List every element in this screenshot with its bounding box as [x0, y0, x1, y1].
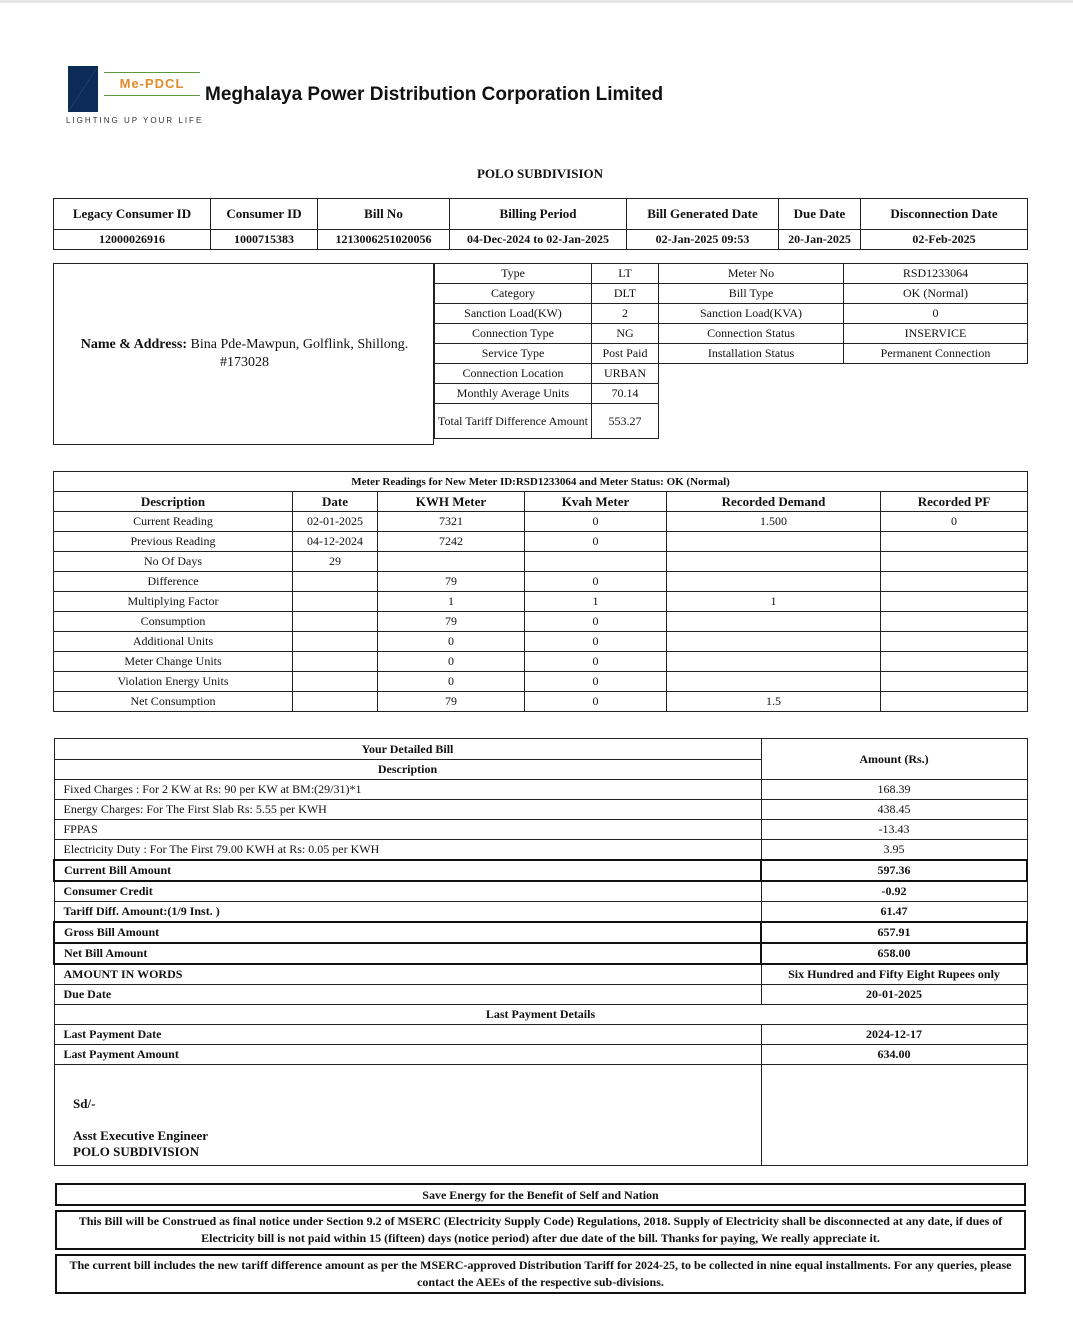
table-row: Electricity Duty : For The First 79.00 KWH at Rs: 0.05 per KWH 3.95 [54, 840, 1027, 861]
table-row: Meter No RSD1233064 [659, 264, 1028, 284]
address-line-2: #173028 [220, 355, 269, 370]
amount-header: Amount (Rs.) [761, 739, 1027, 780]
table-row: Sanction Load(KVA) 0 [659, 304, 1028, 324]
table-row: Additional Units 0 0 [54, 632, 1028, 652]
table-row: Sanction Load(KW) 2 [435, 304, 659, 324]
due-date: 20-Jan-2025 [779, 230, 861, 250]
bill-summary-table [53, 198, 1028, 250]
table-row: Category DLT [435, 284, 659, 304]
billing-period: 04-Dec-2024 to 02-Jan-2025 [450, 230, 627, 250]
last-payment-title: Last Payment Details [54, 1005, 1027, 1025]
signature-block [73, 1096, 208, 1160]
table-row: Connection Location URBAN [435, 364, 659, 384]
connection-details-table [434, 263, 659, 439]
top-border [0, 0, 1073, 3]
meter-readings-table: Meter Readings for New Meter ID:RSD1233064 and Meter Status: OK (Normal) Description Date KWH Meter Kvah Meter Recorded Demand Recorded PF Current Reading 02-01-2025 7321 0 1.500 0 Previous Reading 04-12-2024 7242 0 No Of Days 29 Difference 79 0 Multiplying Factor 1 1 1 Consumption 79 0 Additional Units 0 0 Meter Change Units 0 0 Violation Energy Units 0 0 Net Consumption 79 0 1.5 [53, 471, 1028, 712]
company-logo [66, 66, 206, 128]
meter-readings-caption: Meter Readings for New Meter ID:RSD1233064 and Meter Status: OK (Normal) [54, 472, 1028, 492]
meter-details-table [658, 263, 1028, 364]
last-payment-date-row: Last Payment Date 2024-12-17 [54, 1025, 1027, 1045]
table-row: Violation Energy Units 0 0 [54, 672, 1028, 692]
consumer-credit-row: Consumer Credit -0.92 [54, 881, 1027, 902]
table-row: FPPAS -13.43 [54, 820, 1027, 840]
table-row: Total Tariff Difference Amount 553.27 [435, 404, 659, 439]
disconnection-date: 02-Feb-2025 [861, 230, 1028, 250]
table-row: Installation Status Permanent Connection [659, 344, 1028, 364]
due-date-row: Due Date 20-01-2025 [54, 985, 1027, 1005]
header-disconnection-date: Disconnection Date [861, 199, 1028, 230]
net-bill-row: Net Bill Amount 658.00 [54, 943, 1027, 964]
header-legacy-consumer-id: Legacy Consumer ID [54, 199, 211, 230]
table-row: Connection Status INSERVICE [659, 324, 1028, 344]
subdivision-title: POLO SUBDIVISION [476, 166, 604, 181]
table-row: Previous Reading 04-12-2024 7242 0 [54, 532, 1028, 552]
gross-bill-row: Gross Bill Amount 657.91 [54, 922, 1027, 943]
legacy-consumer-id: 12000026916 [54, 230, 211, 250]
name-address-label: Name & Address: [80, 337, 187, 352]
logo-brand: Me-PDCL [104, 72, 200, 96]
footer-notice: This Bill will be Construed as final notice under Section 9.2 of MSERC (Electricity Supply Code) Regulations, 2018. Supply of Electricity shall be disconnected at any date, if dues of Electricity bill is not paid within 15 (fifteen) days (notice period) after due date of the bill. Thanks for paying, We really appreciate it. [55, 1210, 1026, 1250]
last-payment-amount-row: Last Payment Amount 634.00 [54, 1045, 1027, 1065]
signature-designation: Asst Executive Engineer [73, 1128, 209, 1143]
tariff-diff-row: Tariff Diff. Amount:(1/9 Inst. ) 61.47 [54, 902, 1027, 923]
signature-sd: Sd/- [73, 1096, 96, 1111]
consumer-id: 1000715383 [211, 230, 318, 250]
header-due-date: Due Date [779, 199, 861, 230]
signature-office: POLO SUBDIVISION [73, 1144, 200, 1159]
table-row: Fixed Charges : For 2 KW at Rs: 90 per KW at BM:(29/31)*1 168.39 [54, 780, 1027, 800]
amount-in-words-row: AMOUNT IN WORDS Six Hundred and Fifty Eight Rupees only [54, 964, 1027, 985]
address-line-1: Bina Pde-Mawpun, Golflink, Shillong. [190, 337, 409, 352]
table-row: Service Type Post Paid [435, 344, 659, 364]
consumer-address-block [53, 263, 434, 445]
footer-slogan: Save Energy for the Benefit of Self and Nation [55, 1183, 1026, 1206]
table-row: Consumption 79 0 [54, 612, 1028, 632]
table-row: Current Reading 02-01-2025 7321 0 1.500 0 [54, 512, 1028, 532]
bill-no: 1213006251020056 [318, 230, 450, 250]
header-consumer-id: Consumer ID [211, 199, 318, 230]
table-row: Monthly Average Units 70.14 [435, 384, 659, 404]
table-row: Multiplying Factor 1 1 1 [54, 592, 1028, 612]
current-bill-row: Current Bill Amount 597.36 [54, 860, 1027, 881]
table-row: Net Consumption 79 0 1.5 [54, 692, 1028, 712]
table-row: Type LT [435, 264, 659, 284]
table-row: Bill Type OK (Normal) [659, 284, 1028, 304]
header-bill-no: Bill No [318, 199, 450, 230]
detailed-bill-title: Your Detailed Bill [54, 739, 761, 760]
description-header: Description [54, 760, 761, 780]
table-row: Energy Charges: For The First Slab Rs: 5.55 per KWH 438.45 [54, 800, 1027, 820]
header-bill-generated-date: Bill Generated Date [627, 199, 779, 230]
table-row: No Of Days 29 [54, 552, 1028, 572]
table-row: Difference 79 0 [54, 572, 1028, 592]
bill-generated-date: 02-Jan-2025 09:53 [627, 230, 779, 250]
footer-tariff-note: The current bill includes the new tariff difference amount as per the MSERC-approved Distribution Tariff for 2024-25, to be collected in nine equal installments. For any queries, please contact the AEEs of the respective sub-divisions. [55, 1254, 1026, 1294]
table-row: Connection Type NG [435, 324, 659, 344]
logo-tagline: LIGHTING UP YOUR LIFE [66, 116, 204, 125]
table-row: Meter Change Units 0 0 [54, 652, 1028, 672]
company-name: Meghalaya Power Distribution Corporation Limited [205, 84, 664, 105]
header-billing-period: Billing Period [450, 199, 627, 230]
